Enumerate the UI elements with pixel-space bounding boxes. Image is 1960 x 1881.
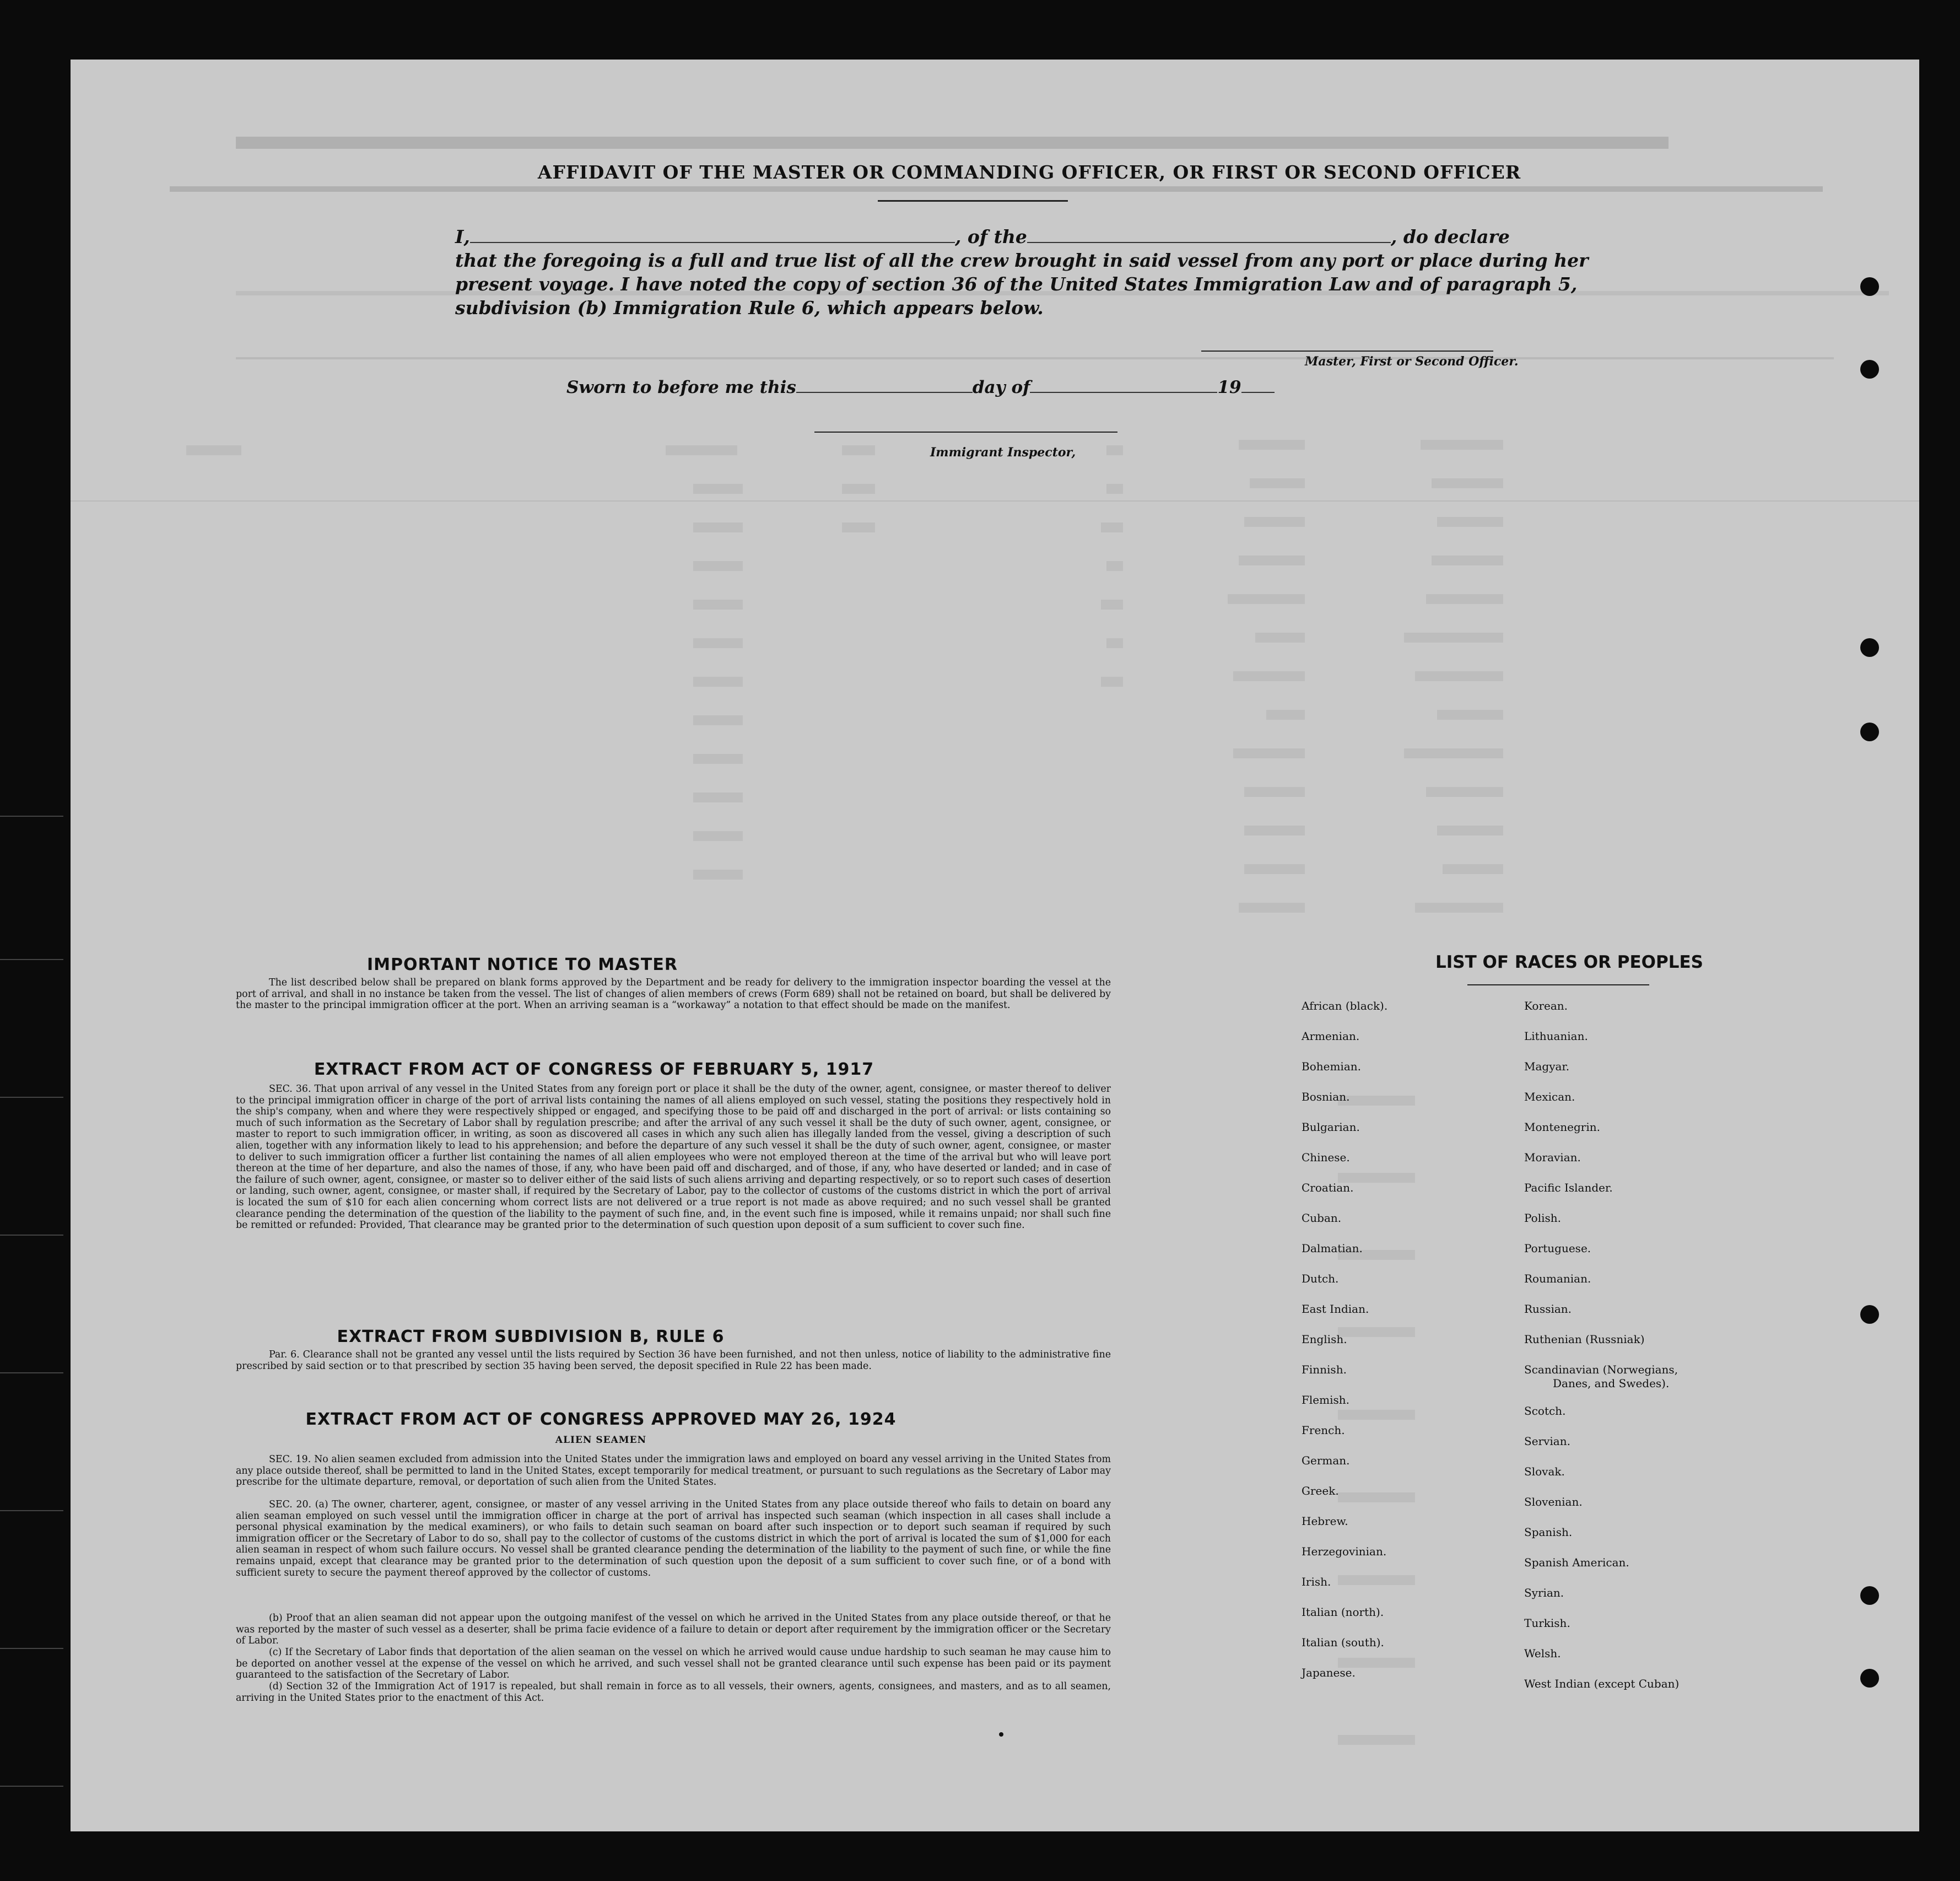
race-item: Dutch.	[1302, 1272, 1339, 1285]
race-item: Polish.	[1524, 1211, 1561, 1225]
race-item: African (black).	[1302, 999, 1388, 1012]
race-item: Magyar.	[1524, 1060, 1570, 1073]
binder-hole	[1860, 1586, 1879, 1605]
binder-hole	[1860, 360, 1879, 379]
race-item: East Indian.	[1302, 1302, 1369, 1316]
race-item: Bulgarian.	[1302, 1120, 1360, 1134]
race-item: Slovak.	[1524, 1465, 1565, 1478]
master-signature-line[interactable]	[1201, 351, 1493, 352]
race-item: Bosnian.	[1302, 1090, 1350, 1103]
inspector-signature-label: Immigrant Inspector,	[930, 445, 1076, 460]
declarant-name-blank[interactable]	[470, 227, 955, 243]
race-item: Dalmatian.	[1302, 1242, 1363, 1255]
race-item: Roumanian.	[1524, 1272, 1591, 1285]
race-item: West Indian (except Cuban)	[1524, 1677, 1680, 1690]
rule-6-text: Par. 6. Clearance shall not be granted any vessel until the lists required by Section 36 have been furnished, and not then unless, notice of liability to the administrative fine prescribed by said section or to that prescribed by section 35 having been served, the deposit specified in Rule 22 has been made.	[236, 1349, 1111, 1372]
extract-1924-sec-20c: (c) If the Secretary of Labor finds that deportation of the alien seaman on the vessel on which he arrived would cause undue hardship to such seaman he may cause him to be deported on another vessel at the expense of the vessel on which he arrived, and such vessel shall not be granted clearance until such expense has been paid or its payment guaranteed to the satisfaction of the Secretary of Labor.	[236, 1647, 1111, 1681]
race-item: Scandinavian (Norwegians,	[1524, 1363, 1678, 1376]
binder-hole	[1860, 723, 1879, 741]
race-item: Croatian.	[1302, 1181, 1354, 1194]
binder-hole	[1860, 1669, 1879, 1688]
race-item: Greek.	[1302, 1484, 1339, 1497]
sworn-text: Sworn to before me this	[566, 378, 796, 397]
rule-6-title: EXTRACT FROM SUBDIVISION B, RULE 6	[337, 1327, 725, 1346]
race-item: Finnish.	[1302, 1363, 1347, 1376]
races-title-rule	[1467, 984, 1649, 985]
races-list-title: LIST OF RACES OR PEOPLES	[1435, 952, 1704, 972]
race-item: Italian (south).	[1302, 1636, 1384, 1649]
of-the-text: , of the	[954, 226, 1027, 247]
inspector-signature-line[interactable]	[814, 432, 1117, 433]
race-item: Scotch.	[1524, 1404, 1566, 1418]
affidavit-declaration-line	[455, 226, 1510, 247]
binder-hole	[1860, 638, 1879, 657]
binder-hole	[1860, 277, 1879, 296]
race-item: Japanese.	[1302, 1666, 1356, 1679]
extract-1924-sec-20a: SEC. 20. (a) The owner, charterer, agent, consignee, or master of any vessel arriving in the United States from any place outside thereof who fails to detain on board any alien seaman employed on such vessel until the immigration officer in charge at the port of arrival has inspected such seaman (which inspection in all cases shall include a personal physical examination by the medical examiners), or who fails to detain such seaman on board after such inspection or to deport such seaman if required by such immigration officer or the Secretary of Labor to do so, shall pay to the collector of customs of the customs district in which the port of arrival is located the sum of $1,000 for each alien seaman in respect of whom such failure occurs. No vessel shall be granted clearance pending the determination of the liability to the payment of such fine, or while the fine remains unpaid, except that clearance may be granted prior to the determination of such question upon the deposit of a sum sufficient to cover such fine, or of a bond with sufficient surety to secure the payment thereof approved by the collector of customs.	[236, 1499, 1111, 1578]
race-item: Cuban.	[1302, 1211, 1342, 1225]
race-item: French.	[1302, 1424, 1345, 1437]
race-item: Moravian.	[1524, 1151, 1581, 1164]
year-prefix: 19	[1217, 378, 1241, 397]
notice-text: The list described below shall be prepared on blank forms approved by the Department and be ready for delivery to the immigration inspector boarding the vessel at the port of arrival, and shall in no instance be taken from the vessel. The list of changes of alien members of crews (Form 689) shall not be retained on board, but shall be delivered by the master to the principal immigration officer at the port. When an arriving seaman is a “workaway” a notation to that effect should be made on the manifest.	[236, 977, 1111, 1011]
extract-1924-sec-19: SEC. 19. No alien seamen excluded from admission into the United States under the immigration laws and employed on board any vessel arriving in the United States from any place outside thereof, shall be permitted to land in the United States, except temporarily for medical treatment, or pursuant to such regulations as the Secretary of Labor may prescribe for the ultimate departure, removal, or deportation of such alien from the United States.	[236, 1454, 1111, 1488]
extract-1917-title: EXTRACT FROM ACT OF CONGRESS OF FEBRUARY 5, 1917	[314, 1060, 874, 1079]
race-item: German.	[1302, 1454, 1350, 1467]
extract-1917-text: SEC. 36. That upon arrival of any vessel in the United States from any foreign port or place it shall be the duty of the owner, agent, consignee, or master thereof to deliver to the principal immigration officer in charge of the port of arrival lists containing the names of all aliens employed on such vessel, stating the positions they respectively hold in the ship's company, when and where they were respectively shipped or engaged, and specifying those to be paid off and discharged in the port of arrival: or lists containing so much of such information as the Secretary of Labor shall by regulation prescribe; and after the arrival of any such vessel it shall be the duty of such owner, agent, consignee, or master to report to such immigration officer, in writing, as soon as discovered all cases in which any such alien has illegally landed from the vessel, giving a description of such alien, together with any information likely to lead to his apprehension; and before the departure of any such vessel it shall be the duty of such owner, agent, consignee, or master to deliver to such immigration officer a further list containing the names of all alien employees who were not employed thereon at the time of the arrival but who will leave port thereon at the time of her departure, and also the names of those, if any, who have been paid off and discharged, and of those, if any, who have deserted or landed; and in case of the failure of such owner, agent, consignee, or master so to deliver either of the said lists of such aliens arriving and departing respectively, or so to report such cases of desertion or landing, such owner, agent, consignee, or master shall, if required by the Secretary of Labor, pay to the collector of customs of the customs district in which the port of arrival is located the sum of $10 for each alien concerning whom correct lists are not delivered or a true report is not made as above required; and no such vessel shall be granted clearance pending the determination of the question of the liability to the payment of such fine, and, in the event such fine is imposed, while it remains unpaid; nor shall such fine be remitted or refunded: Provided, That clearance may be granted prior to the determination of such question upon deposit of a sum sufficient to cover such fine.	[236, 1084, 1111, 1231]
race-item: English.	[1302, 1333, 1347, 1346]
race-item: Chinese.	[1302, 1151, 1350, 1164]
extract-1924-sec-20d: (d) Section 32 of the Immigration Act of 1917 is repealed, but shall remain in force as to all vessels, their owners, agents, consignees, and masters, and as to all seamen, arriving in the United States prior to the enactment of this Act.	[236, 1681, 1111, 1704]
race-item: Ruthenian (Russniak)	[1524, 1333, 1645, 1346]
do-declare-text: , do declare	[1390, 226, 1510, 247]
alien-seamen-subtitle: ALIEN SEAMEN	[555, 1435, 647, 1446]
affidavit-title: AFFIDAVIT OF THE MASTER OR COMMANDING OFFICER, OR FIRST OR SECOND OFFICER	[537, 161, 1521, 183]
race-item: Hebrew.	[1302, 1514, 1348, 1528]
extract-1924-title: EXTRACT FROM ACT OF CONGRESS APPROVED MAY 26, 1924	[305, 1410, 897, 1429]
race-item: Spanish American.	[1524, 1556, 1629, 1569]
affidavit-text-line-2: that the foregoing is a full and true list of all the crew brought in said vessel from any port or place during her	[455, 250, 1589, 271]
ink-dot	[999, 1732, 1003, 1737]
affidavit-text-line-4: subdivision (b) Immigration Rule 6, which appears below.	[455, 297, 1044, 319]
race-item: Korean.	[1524, 999, 1568, 1012]
race-item: Irish.	[1302, 1575, 1331, 1588]
sworn-line	[566, 376, 1275, 397]
race-item: Syrian.	[1524, 1586, 1564, 1599]
race-item: Spanish.	[1524, 1526, 1573, 1539]
race-item: Herzegovinian.	[1302, 1545, 1387, 1558]
declarant-prefix: I,	[455, 226, 470, 247]
race-item: Armenian.	[1302, 1030, 1360, 1043]
affidavit-text-line-3: present voyage. I have noted the copy of section 36 of the United States Immigration Law and of paragraph 5,	[455, 273, 1578, 295]
race-item: Italian (north).	[1302, 1605, 1384, 1619]
race-item: Bohemian.	[1302, 1060, 1361, 1073]
manifest-page-reverse	[71, 60, 1919, 1831]
sworn-month-blank[interactable]	[1030, 376, 1217, 393]
sworn-day-blank[interactable]	[796, 376, 973, 393]
day-of-text: day of	[972, 378, 1030, 397]
race-item: Pacific Islander.	[1524, 1181, 1613, 1194]
binder-hole	[1860, 1305, 1879, 1324]
race-item: Turkish.	[1524, 1616, 1570, 1630]
master-signature-label: Master, First or Second Officer.	[1305, 354, 1519, 369]
extract-1924-sec-20b: (b) Proof that an alien seaman did not appear upon the outgoing manifest of the vessel on which he arrived in the United States from any place outside thereof, or that he was reported by the master of such vessel as a deserter, shall be prima facie evidence of a failure to detain or deport after requirement by the immigration officer or the Secretary of Labor.	[236, 1613, 1111, 1647]
vessel-name-blank[interactable]	[1027, 227, 1391, 243]
race-item: Mexican.	[1524, 1090, 1575, 1103]
race-item: Russian.	[1524, 1302, 1572, 1316]
sworn-year-blank[interactable]	[1241, 376, 1275, 393]
race-item: Welsh.	[1524, 1647, 1561, 1660]
race-item: Slovenian.	[1524, 1495, 1583, 1508]
race-item: Montenegrin.	[1524, 1120, 1600, 1134]
race-item: Danes, and Swedes).	[1553, 1377, 1670, 1390]
notice-title: IMPORTANT NOTICE TO MASTER	[367, 955, 678, 974]
race-item: Lithuanian.	[1524, 1030, 1588, 1043]
race-item: Flemish.	[1302, 1393, 1349, 1406]
affidavit-title-rule	[878, 200, 1068, 202]
race-item: Servian.	[1524, 1435, 1570, 1448]
race-item: Portuguese.	[1524, 1242, 1591, 1255]
